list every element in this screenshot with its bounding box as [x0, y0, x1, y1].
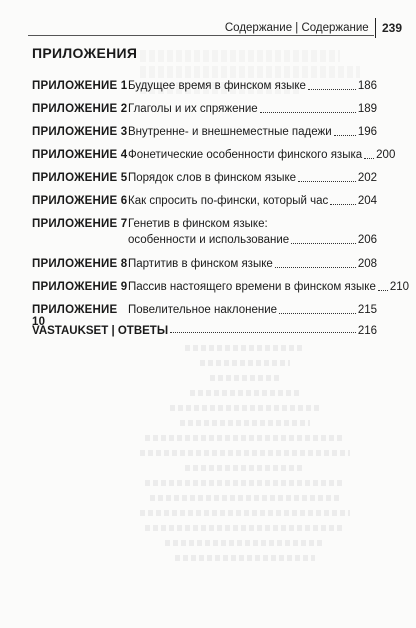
toc-entry — [128, 256, 377, 272]
toc-entry — [128, 101, 377, 117]
toc-row[interactable] — [32, 279, 410, 302]
bleed-through-imprint — [130, 345, 360, 570]
toc-row[interactable] — [32, 147, 396, 170]
toc-entry-title: Порядок слов в финском языке — [128, 172, 297, 184]
toc-entry-title: Повелительное наклонение — [128, 304, 278, 316]
toc-entry-page: 189 — [357, 103, 377, 115]
toc-entry-page: 204 — [357, 195, 377, 207]
toc-entry — [128, 279, 409, 295]
toc-entry — [128, 170, 377, 186]
toc-entry-line2 — [128, 232, 377, 248]
toc-entry-label: ПРИЛОЖЕНИЕ 2 — [32, 103, 128, 115]
toc-row[interactable] — [32, 256, 377, 279]
running-header-title: Содержание | Содержание — [224, 22, 369, 34]
dot-leader — [170, 332, 356, 333]
dot-leader — [364, 158, 374, 159]
toc-entry-label: ПРИЛОЖЕНИЕ 10 — [32, 304, 118, 328]
toc-entry-label: ПРИЛОЖЕНИЕ 1 — [32, 80, 128, 92]
toc-entry — [128, 193, 377, 209]
section-title: ПРИЛОЖЕНИЯ — [32, 45, 138, 61]
toc-row[interactable] — [32, 124, 377, 147]
toc-row[interactable] — [32, 216, 377, 256]
toc-entry-title: Будущее время в финском языке — [128, 80, 306, 92]
toc-entry-page: 210 — [389, 281, 410, 293]
toc-entry-page: 186 — [357, 80, 377, 92]
toc-entry-page: 196 — [357, 126, 377, 138]
dot-leader — [260, 112, 356, 113]
toc-entry-page: 202 — [357, 172, 377, 184]
dot-leader — [378, 290, 388, 291]
dot-leader — [279, 313, 356, 314]
toc-row[interactable] — [32, 193, 377, 216]
toc-row[interactable] — [32, 101, 377, 124]
toc-entry-label: ПРИЛОЖЕНИЕ 5 — [32, 172, 128, 184]
toc-entry-title-line1: Генетив в финском языке: — [128, 218, 268, 230]
answers-page: 216 — [357, 325, 377, 337]
dot-leader — [308, 89, 356, 90]
dot-leader — [298, 181, 356, 182]
toc-entry-title: Как спросить по-фински, который час — [128, 195, 329, 207]
toc-row[interactable] — [32, 78, 377, 101]
toc-entry-title: Внутренне- и внешнеместные падежи — [128, 126, 332, 138]
page-number: 239 — [381, 21, 402, 35]
toc-entry-page: 200 — [376, 149, 396, 161]
toc-entry — [128, 147, 395, 163]
toc-entry — [128, 124, 377, 140]
toc-entry — [128, 78, 377, 94]
table-of-contents — [32, 78, 410, 328]
toc-entry-label: ПРИЛОЖЕНИЕ 6 — [32, 195, 128, 207]
toc-entry-title: Пассив настоящего времени в финском языке — [128, 281, 376, 293]
running-header-divider — [375, 18, 376, 38]
toc-entry-title: Фонетические особенности финского языка — [128, 149, 363, 161]
answers-label: VASTAUKSET | ОТВЕТЫ — [32, 325, 169, 337]
toc-answers-row[interactable] — [32, 325, 377, 337]
dot-leader — [330, 204, 356, 205]
toc-row[interactable] — [32, 170, 377, 193]
toc-entry-title: Партитив в финском языке — [128, 258, 273, 270]
toc-entry-page: 206 — [357, 234, 377, 246]
toc-entry — [128, 302, 377, 318]
toc-entry-label: ПРИЛОЖЕНИЕ 4 — [32, 149, 128, 161]
toc-entry-label: ПРИЛОЖЕНИЕ 7 — [32, 218, 128, 230]
toc-entry-label: ПРИЛОЖЕНИЕ 3 — [32, 126, 128, 138]
toc-entry-label: ПРИЛОЖЕНИЕ 8 — [32, 258, 128, 270]
toc-entry — [128, 216, 377, 248]
dot-leader — [334, 135, 356, 136]
toc-entry-title: Глаголы и их спряжение — [128, 103, 258, 115]
toc-entry-page: 208 — [357, 258, 377, 270]
header-rule — [28, 35, 374, 36]
toc-entry-title-line2: особенности и использование — [128, 234, 290, 246]
toc-entry-label: ПРИЛОЖЕНИЕ 9 — [32, 281, 128, 293]
toc-row[interactable] — [32, 302, 377, 328]
toc-entry-page: 215 — [357, 304, 377, 316]
dot-leader — [291, 243, 356, 244]
dot-leader — [275, 267, 356, 268]
